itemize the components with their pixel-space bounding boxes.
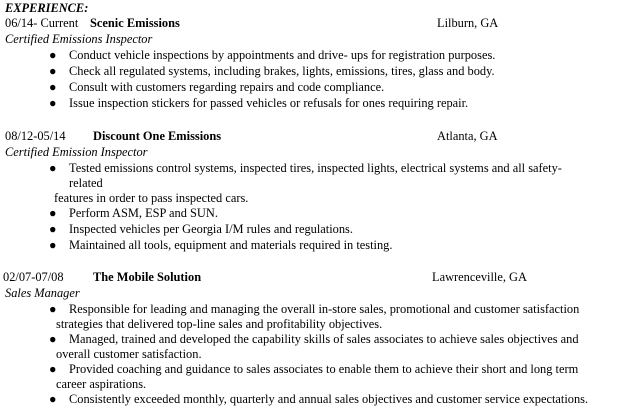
duty-text: Check all regulated systems, including brakes, lights, emissions, tires, glass and body. <box>69 64 495 78</box>
job-header <box>5 16 627 32</box>
duty-text: Responsible for leading and managing the overall in-store sales, promotional and customer satisfaction <box>69 302 580 316</box>
bullet-icon: ● <box>49 48 57 62</box>
job-title: Certified Emission Inspector <box>5 145 148 159</box>
list-item <box>5 64 627 80</box>
list-item <box>5 96 627 112</box>
duty-text: Conduct vehicle inspections by appointments and drive- ups for registration purposes. <box>69 48 496 62</box>
list-item <box>5 206 627 222</box>
duty-text: Provided coaching and guidance to sales associates to enable them to achieve their short and long term <box>69 362 579 376</box>
duty-text-continued: overall customer satisfaction. <box>56 347 202 361</box>
job-entry-the-mobile-solution <box>5 270 627 408</box>
job-duties-list <box>5 161 627 191</box>
spacer <box>5 112 627 129</box>
list-item <box>5 392 627 408</box>
list-item <box>5 161 627 191</box>
duty-text: Maintained all tools, equipment and materials required in testing. <box>69 238 393 252</box>
bullet-icon: ● <box>49 222 57 236</box>
spacer <box>5 254 627 270</box>
duty-text-continued: strategies that delivered top-line sales and profitability objectives. <box>56 317 383 331</box>
bullet-icon: ● <box>49 161 57 175</box>
list-item <box>5 238 627 254</box>
job-dates: 06/14- Current <box>5 16 79 30</box>
bullet-icon: ● <box>49 302 57 316</box>
duty-text: Consult with customers regarding repairs and code compliance. <box>69 80 385 94</box>
job-dates: 02/07-07/08 <box>3 270 64 284</box>
list-item <box>5 362 627 392</box>
bullet-icon: ● <box>49 362 57 376</box>
job-header <box>5 129 627 145</box>
job-duties-list <box>5 206 627 254</box>
experience-heading: EXPERIENCE: <box>5 1 89 15</box>
job-title: Sales Manager <box>5 286 80 300</box>
duty-text: Tested emissions control systems, inspected tires, inspected lights, electrical systems and all safety- <box>69 161 562 175</box>
job-duties-list <box>5 302 627 408</box>
list-item <box>5 222 627 238</box>
job-location: Lilburn, GA <box>437 16 499 30</box>
duty-text: Consistently exceeded monthly, quarterly and annual sales objectives and customer service expectations. <box>69 392 589 406</box>
bullet-icon: ● <box>49 238 57 252</box>
job-entry-scenic-emissions <box>5 16 627 112</box>
bullet-icon: ● <box>49 80 57 94</box>
job-company: Scenic Emissions <box>90 16 180 30</box>
duty-text: Perform ASM, ESP and SUN. <box>69 206 218 220</box>
duty-text: Inspected vehicles per Georgia I/M rules and regulations. <box>69 222 353 236</box>
duty-text-continued: related <box>69 176 103 190</box>
job-location: Lawrenceville, GA <box>432 270 527 284</box>
job-company: The Mobile Solution <box>93 270 202 284</box>
bullet-icon: ● <box>49 332 57 346</box>
job-title: Certified Emissions Inspector <box>5 32 153 46</box>
duty-text: Issue inspection stickers for passed vehicles or refusals for ones requiring repair. <box>69 96 469 110</box>
resume-page <box>5 0 627 408</box>
job-header <box>5 270 627 286</box>
job-entry-discount-one-emissions <box>5 129 627 254</box>
list-item <box>5 48 627 64</box>
list-item <box>5 80 627 96</box>
list-item <box>5 332 627 362</box>
bullet-icon: ● <box>49 64 57 78</box>
duty-text-continued: career aspirations. <box>56 377 147 391</box>
duty-text: Managed, trained and developed the capability skills of sales associates to achieve sales objectives and <box>69 332 579 346</box>
bullet-icon: ● <box>49 392 57 406</box>
job-duties-list <box>5 48 627 112</box>
bullet-icon: ● <box>49 206 57 220</box>
job-company: Discount One Emissions <box>93 129 222 143</box>
bullet-icon: ● <box>49 96 57 110</box>
job-dates: 08/12-05/14 <box>5 129 66 143</box>
list-item <box>5 302 627 332</box>
duty-text-continued: features in order to pass inspected cars. <box>54 191 249 205</box>
job-location: Atlanta, GA <box>437 129 498 143</box>
